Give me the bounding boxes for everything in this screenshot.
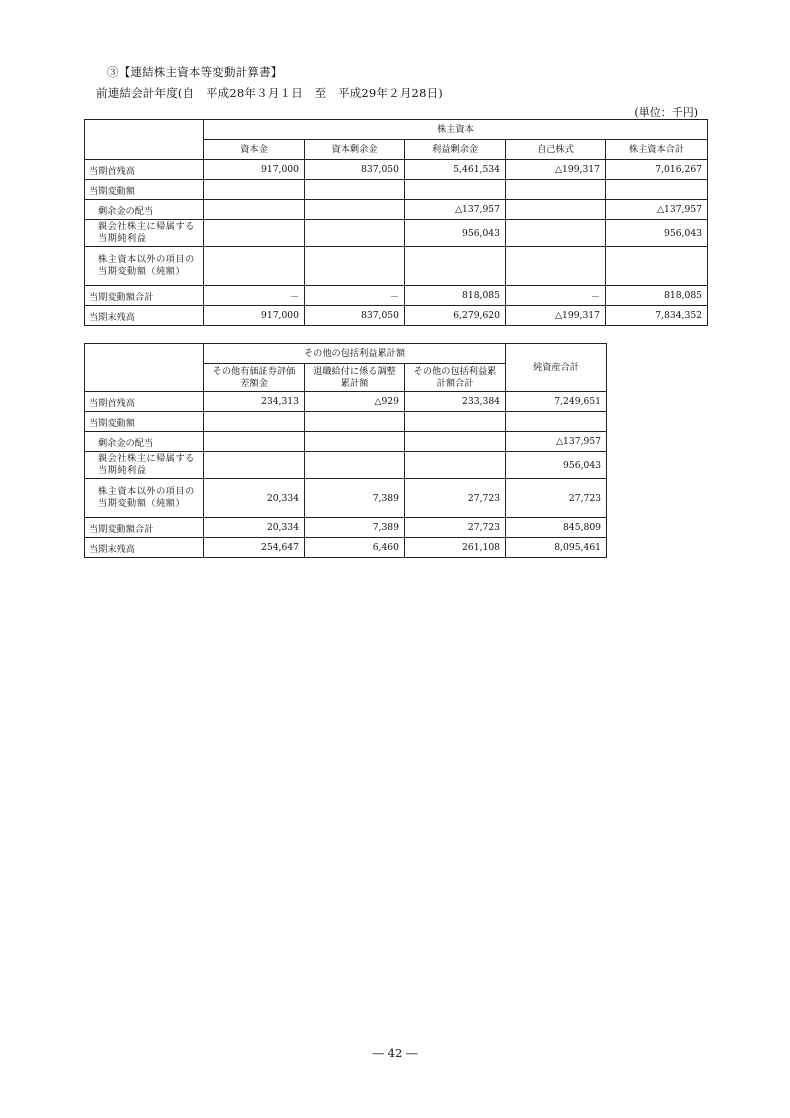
- fiscal-period: 前連結会計年度(自 平成28年３月１日 至 平成29年２月28日): [96, 86, 443, 100]
- cell-value: [204, 452, 305, 479]
- cell-value: △137,957: [606, 200, 708, 220]
- cell-value: [305, 247, 405, 286]
- cell-value: 837,050: [305, 306, 405, 326]
- cell-value: △199,317: [506, 160, 606, 180]
- cell-value: 6,279,620: [405, 306, 506, 326]
- cell-value: △199,317: [506, 306, 606, 326]
- row-label: 株主資本以外の項目の当期変動額（純額）: [85, 247, 204, 286]
- cell-value: [204, 180, 305, 200]
- cell-value: 254,647: [204, 538, 305, 558]
- row-label: 当期変動額: [85, 412, 204, 432]
- cell-value: [305, 200, 405, 220]
- table-row: [85, 538, 607, 558]
- unit-label: (単位：千円): [634, 106, 698, 119]
- column-header: 資本金: [204, 140, 305, 160]
- group-header: 株主資本: [204, 120, 708, 140]
- cell-value: [405, 432, 506, 452]
- cell-value: [204, 432, 305, 452]
- row-label: 親会社株主に帰属する当期純利益: [85, 220, 204, 247]
- cell-value: 234,313: [204, 392, 305, 412]
- cell-value: [405, 247, 506, 286]
- cell-value: 261,108: [405, 538, 506, 558]
- column-header: 利益剰余金: [405, 140, 506, 160]
- cell-value: △137,957: [405, 200, 506, 220]
- cell-value: 8,095,461: [506, 538, 607, 558]
- cell-value: [405, 452, 506, 479]
- row-label: 親会社株主に帰属する当期純利益: [85, 452, 204, 479]
- table-row: [85, 220, 708, 247]
- page-number: ― 42 ―: [372, 1046, 418, 1060]
- cell-value: [506, 412, 607, 432]
- column-header: 資本剰余金: [305, 140, 405, 160]
- cell-value: 917,000: [204, 306, 305, 326]
- corner-cell: [85, 120, 204, 160]
- cell-value: [204, 247, 305, 286]
- row-label: 当期変動額合計: [85, 518, 204, 538]
- cell-value: [405, 412, 506, 432]
- cell-value: －: [305, 286, 405, 306]
- cell-value: －: [506, 286, 606, 306]
- cell-value: 5,461,534: [405, 160, 506, 180]
- cell-value: [506, 200, 606, 220]
- row-label: 当期変動額: [85, 180, 204, 200]
- table-row: [85, 180, 708, 200]
- cell-value: [506, 220, 606, 247]
- cell-value: 233,384: [405, 392, 506, 412]
- table-row: [85, 286, 708, 306]
- cell-value: △137,957: [506, 432, 607, 452]
- row-label: 株主資本以外の項目の当期変動額（純額）: [85, 479, 204, 518]
- cell-value: [506, 180, 606, 200]
- table-row: [85, 432, 607, 452]
- cell-value: [204, 412, 305, 432]
- cell-value: [305, 432, 405, 452]
- cell-value: [305, 412, 405, 432]
- cell-value: 7,016,267: [606, 160, 708, 180]
- net-assets-header: 純資産合計: [506, 344, 607, 392]
- cell-value: 7,834,352: [606, 306, 708, 326]
- row-label: 剰余金の配当: [85, 200, 204, 220]
- cell-value: [204, 200, 305, 220]
- column-header: 株主資本合計: [606, 140, 708, 160]
- cell-value: －: [204, 286, 305, 306]
- cell-value: △929: [305, 392, 405, 412]
- column-header: 退職給付に係る調整累計額: [305, 364, 405, 392]
- table-row: [85, 452, 607, 479]
- cell-value: 7,389: [305, 479, 405, 518]
- row-label: 当期末残高: [85, 306, 204, 326]
- table-row: [85, 200, 708, 220]
- cell-value: 956,043: [506, 452, 607, 479]
- cell-value: 20,334: [204, 518, 305, 538]
- table-row: [85, 160, 708, 180]
- cell-value: [305, 220, 405, 247]
- cell-value: [606, 180, 708, 200]
- cell-value: 917,000: [204, 160, 305, 180]
- cell-value: [606, 247, 708, 286]
- table-row: [85, 247, 708, 286]
- table-row: [85, 412, 607, 432]
- cell-value: 27,723: [506, 479, 607, 518]
- cell-value: 845,809: [506, 518, 607, 538]
- cell-value: 20,334: [204, 479, 305, 518]
- accumulated-oci-table: [84, 343, 607, 558]
- cell-value: 7,249,651: [506, 392, 607, 412]
- row-label: 当期首残高: [85, 392, 204, 412]
- group-header: その他の包括利益累計額: [204, 344, 506, 364]
- cell-value: [506, 247, 606, 286]
- cell-value: 956,043: [606, 220, 708, 247]
- column-header: その他有価証券評価差額金: [204, 364, 305, 392]
- cell-value: 818,085: [405, 286, 506, 306]
- cell-value: [405, 180, 506, 200]
- table-row: [85, 306, 708, 326]
- shareholders-equity-table: [84, 119, 708, 326]
- cell-value: 7,389: [305, 518, 405, 538]
- table-row: [85, 392, 607, 412]
- cell-value: 6,460: [305, 538, 405, 558]
- cell-value: 837,050: [305, 160, 405, 180]
- corner-cell: [85, 344, 204, 392]
- statement-title: ③【連結株主資本等変動計算書】: [107, 65, 283, 79]
- cell-value: [305, 180, 405, 200]
- table-row: [85, 479, 607, 518]
- cell-value: [305, 452, 405, 479]
- cell-value: 956,043: [405, 220, 506, 247]
- row-label: 当期変動額合計: [85, 286, 204, 306]
- row-label: 当期末残高: [85, 538, 204, 558]
- cell-value: 27,723: [405, 518, 506, 538]
- table-row: [85, 518, 607, 538]
- row-label: 剰余金の配当: [85, 432, 204, 452]
- cell-value: [204, 220, 305, 247]
- cell-value: 27,723: [405, 479, 506, 518]
- cell-value: 818,085: [606, 286, 708, 306]
- column-header: その他の包括利益累計額合計: [405, 364, 506, 392]
- row-label: 当期首残高: [85, 160, 204, 180]
- column-header: 自己株式: [506, 140, 606, 160]
